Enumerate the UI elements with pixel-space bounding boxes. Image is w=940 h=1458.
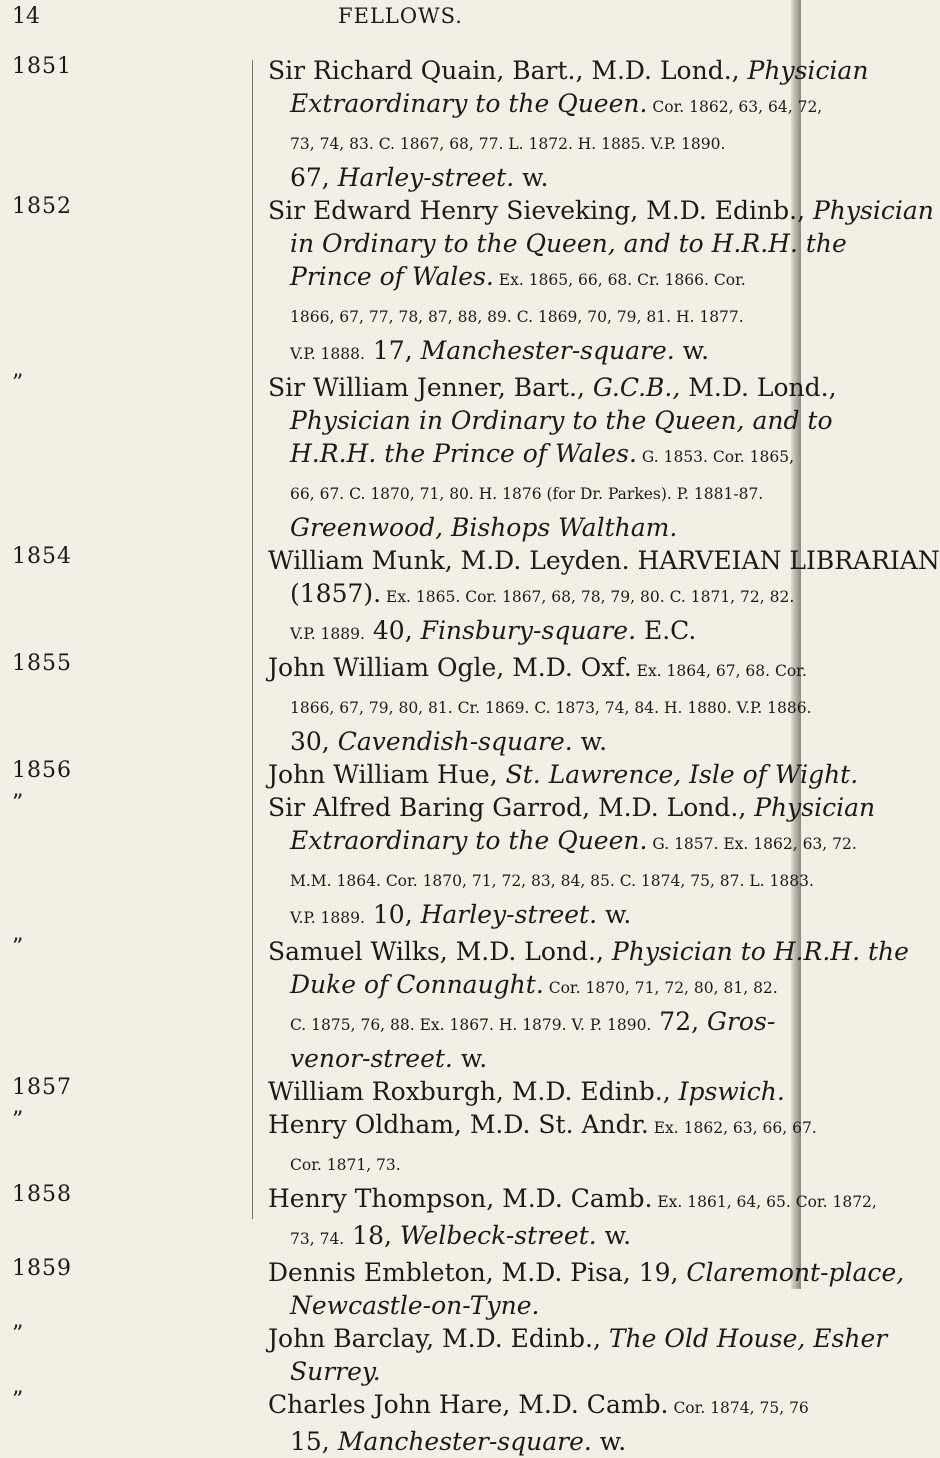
italic-text: The Old House, Esher [608,1324,888,1353]
fellow-entry [0,371,837,544]
fellow-entry [0,1322,888,1388]
fellow-entry [0,544,940,651]
record-text: V.P. 1889. [290,625,365,643]
election-year: ” [12,1388,25,1413]
fellow-entry [0,1182,877,1256]
record-text: Ex. 1864, 67, 68. Cor. [631,662,807,680]
entry-line [268,1219,801,1256]
main-text: John William Ogle, M.D. Oxf. [268,653,632,682]
main-text: 72, [651,1007,708,1036]
italic-text: Surrey. [290,1357,381,1386]
tail-text: w. [572,727,608,756]
italic-text: Harley-street. [420,900,598,929]
election-year: ” [12,371,25,396]
record-text: Ex. 1862, 63, 66, 67. [648,1119,817,1137]
record-text: G. 1857. Ex. 1862, 63, 72. [647,835,857,853]
entry-line [268,1182,877,1219]
italic-text: Cavendish-square. [337,727,573,756]
entry-line [268,758,859,791]
record-text: Cor. 1874, 75, 76 [668,1399,809,1417]
record-text: M.M. 1864. Cor. 1870, 71, 72, 83, 84, 85. C. 1874, 75, 87. L. 1883. [290,872,814,890]
entry-line [268,1425,801,1458]
main-text: 17, [364,336,421,365]
main-text: Samuel Wilks, M.D. Lond., [268,937,612,966]
tail-text: w. [514,163,549,192]
tail-text: w. [674,336,710,365]
record-text: Cor. 1871, 73. [290,1156,401,1174]
record-text: 1866, 67, 77, 78, 87, 88, 89. C. 1869, 70, 79, 81. H. 1877. [290,308,744,326]
entry-line [268,227,847,260]
tail-text: w. [452,1044,488,1073]
entry-line [268,474,801,511]
italic-text: Finsbury-square. [420,616,637,645]
record-text: V.P. 1889. [290,909,365,927]
entry-line [268,1108,817,1145]
main-text: William Munk, M.D. Leyden. HARVEIAN LIBRARIAN [268,546,940,575]
fellows-list [0,54,940,1458]
italic-text: H.R.H. the Prince of Wales. [290,439,637,468]
italic-text: Physician [812,196,934,225]
italic-text: Newcastle-on-Tyne. [290,1291,540,1320]
italic-text: Physician [747,56,869,85]
italic-text: Gros- [707,1007,776,1036]
main-text: 10, [364,900,421,929]
entry-line [268,688,812,725]
main-text: Henry Thompson, M.D. Camb. [268,1184,653,1213]
italic-text: Duke of Connaught. [290,970,544,999]
italic-text: in Ordinary to the Queen, and to H.R.H. the [290,229,847,258]
main-text: 15, [290,1427,338,1456]
entry-line [268,371,837,404]
entry-line [268,161,801,194]
entry-line [268,651,807,688]
entry-line [268,968,801,1005]
tail-text: E.C. [636,616,697,645]
italic-text: Welbeck-street. [399,1221,597,1250]
record-text: 73, 74, 83. C. 1867, 68, 77. L. 1872. H. 1885. V.P. 1890. [290,135,726,153]
entry-line [268,1005,801,1042]
entry-line [268,87,823,124]
italic-text: Greenwood, Bishops Waltham. [290,513,678,542]
entry-line [268,1075,801,1108]
election-year: 1852 [12,194,72,219]
election-year: 1851 [12,54,72,79]
page-number: 14 [12,4,40,29]
entry-line [268,725,801,758]
fellow-entry [0,1256,905,1322]
entry-line [268,791,876,824]
italic-text: venor-street. [290,1044,453,1073]
election-year: 1857 [12,1075,72,1100]
entry-line [268,511,801,544]
record-text: V.P. 1888. [290,345,365,363]
election-year: ” [12,791,25,816]
main-text: Sir Alfred Baring Garrod, M.D. Lond., [268,793,755,822]
fellow-entry [0,1108,817,1182]
entry-line [268,194,934,227]
main-text: Charles John Hare, M.D. Camb. [268,1390,669,1419]
entry-line [268,1355,801,1388]
tail-text: M.D. Lond., [680,373,837,402]
record-text: G. 1853. Cor. 1865, [636,448,795,466]
entry-line [268,297,801,334]
main-text: 18, [344,1221,400,1250]
italic-text: Prince of Wales. [290,262,494,291]
fellow-entry [0,194,934,371]
main-text: Sir Edward Henry Sieveking, M.D. Edinb., [268,196,813,225]
main-text: William Roxburgh, M.D. Edinb., [268,1077,679,1106]
entry-line [268,1322,888,1355]
main-text: 67, [290,163,338,192]
fellow-entry [0,1388,809,1458]
italic-text: Extraordinary to the Queen. [290,89,648,118]
record-text: Cor. 1870, 71, 72, 80, 81, 82. [543,979,778,997]
italic-text: Manchester-square. [420,336,675,365]
italic-text: Physician in Ordinary to the Queen, and to [290,406,833,435]
election-year: ” [12,935,25,960]
election-year: 1855 [12,651,72,676]
entry-line [268,1388,809,1425]
main-text: Sir Richard Quain, Bart., M.D. Lond., [268,56,748,85]
entry-line [268,1042,801,1075]
fellow-entry [0,651,812,758]
main-text: John William Hue, [268,760,506,789]
italic-text: G.C.B., [592,373,681,402]
entry-line [268,260,801,297]
main-text: John Barclay, M.D. Edinb., [268,1324,609,1353]
entry-line [268,1256,905,1289]
fellow-entry [0,791,876,935]
italic-text: Extraordinary to the Queen. [290,826,648,855]
entry-line [268,1145,801,1182]
record-text: C. 1875, 76, 88. Ex. 1867. H. 1879. V. P. 1890. [290,1016,652,1034]
election-year: 1859 [12,1256,72,1281]
entry-line [268,614,801,651]
entry-line [268,898,801,935]
italic-text: Harley-street. [337,163,515,192]
election-year: ” [12,1108,25,1133]
main-text: (1857). [290,579,382,608]
main-text: Sir William Jenner, Bart., [268,373,593,402]
entry-line [268,861,814,898]
record-text: 73, 74. [290,1230,345,1248]
italic-text: Physician [754,793,876,822]
entry-line [268,577,801,614]
italic-text: Manchester-square. [337,1427,592,1456]
election-year: 1854 [12,544,72,569]
entry-line [268,935,909,968]
entry-line [268,404,833,437]
record-text: Ex. 1865, 66, 68. Cr. 1866. Cor. [493,271,746,289]
record-text: Ex. 1861, 64, 65. Cor. 1872, [652,1193,877,1211]
main-text: 40, [364,616,421,645]
record-text: Ex. 1865. Cor. 1867, 68, 78, 79, 80. C. 1871, 72, 82. [381,588,795,606]
fellow-entry [0,1075,801,1108]
fellow-entry [0,54,869,194]
entry-line [268,824,857,861]
entry-line [268,437,801,474]
fellow-entry [0,758,859,791]
main-text: 30, [290,727,338,756]
italic-text: Ipswich. [678,1077,785,1106]
record-text: Cor. 1862, 63, 64, 72, [647,98,823,116]
fellow-entry [0,935,909,1075]
election-year: ” [12,1322,25,1347]
tail-text: w. [596,1221,632,1250]
entry-line [268,334,801,371]
record-text: 66, 67. C. 1870, 71, 80. H. 1876 (for Dr. Parkes). P. 1881-87. [290,485,764,503]
entry-line [268,544,940,577]
page-title: FELLOWS. [338,4,463,28]
election-year: 1856 [12,758,72,783]
main-text: Henry Oldham, M.D. St. Andr. [268,1110,649,1139]
entry-line [268,1289,801,1322]
italic-text: Claremont-place, [686,1258,905,1287]
election-year: 1858 [12,1182,72,1207]
tail-text: w. [597,900,632,929]
italic-text: St. Lawrence, Isle of Wight. [505,760,859,789]
entry-line [268,124,801,161]
record-text: 1866, 67, 79, 80, 81. Cr. 1869. C. 1873, 74, 84. H. 1880. V.P. 1886. [290,699,812,717]
entry-line [268,54,869,87]
italic-text: Physician to H.R.H. the [611,937,909,966]
main-text: Dennis Embleton, M.D. Pisa, 19, [268,1258,687,1287]
tail-text: w. [591,1427,627,1456]
